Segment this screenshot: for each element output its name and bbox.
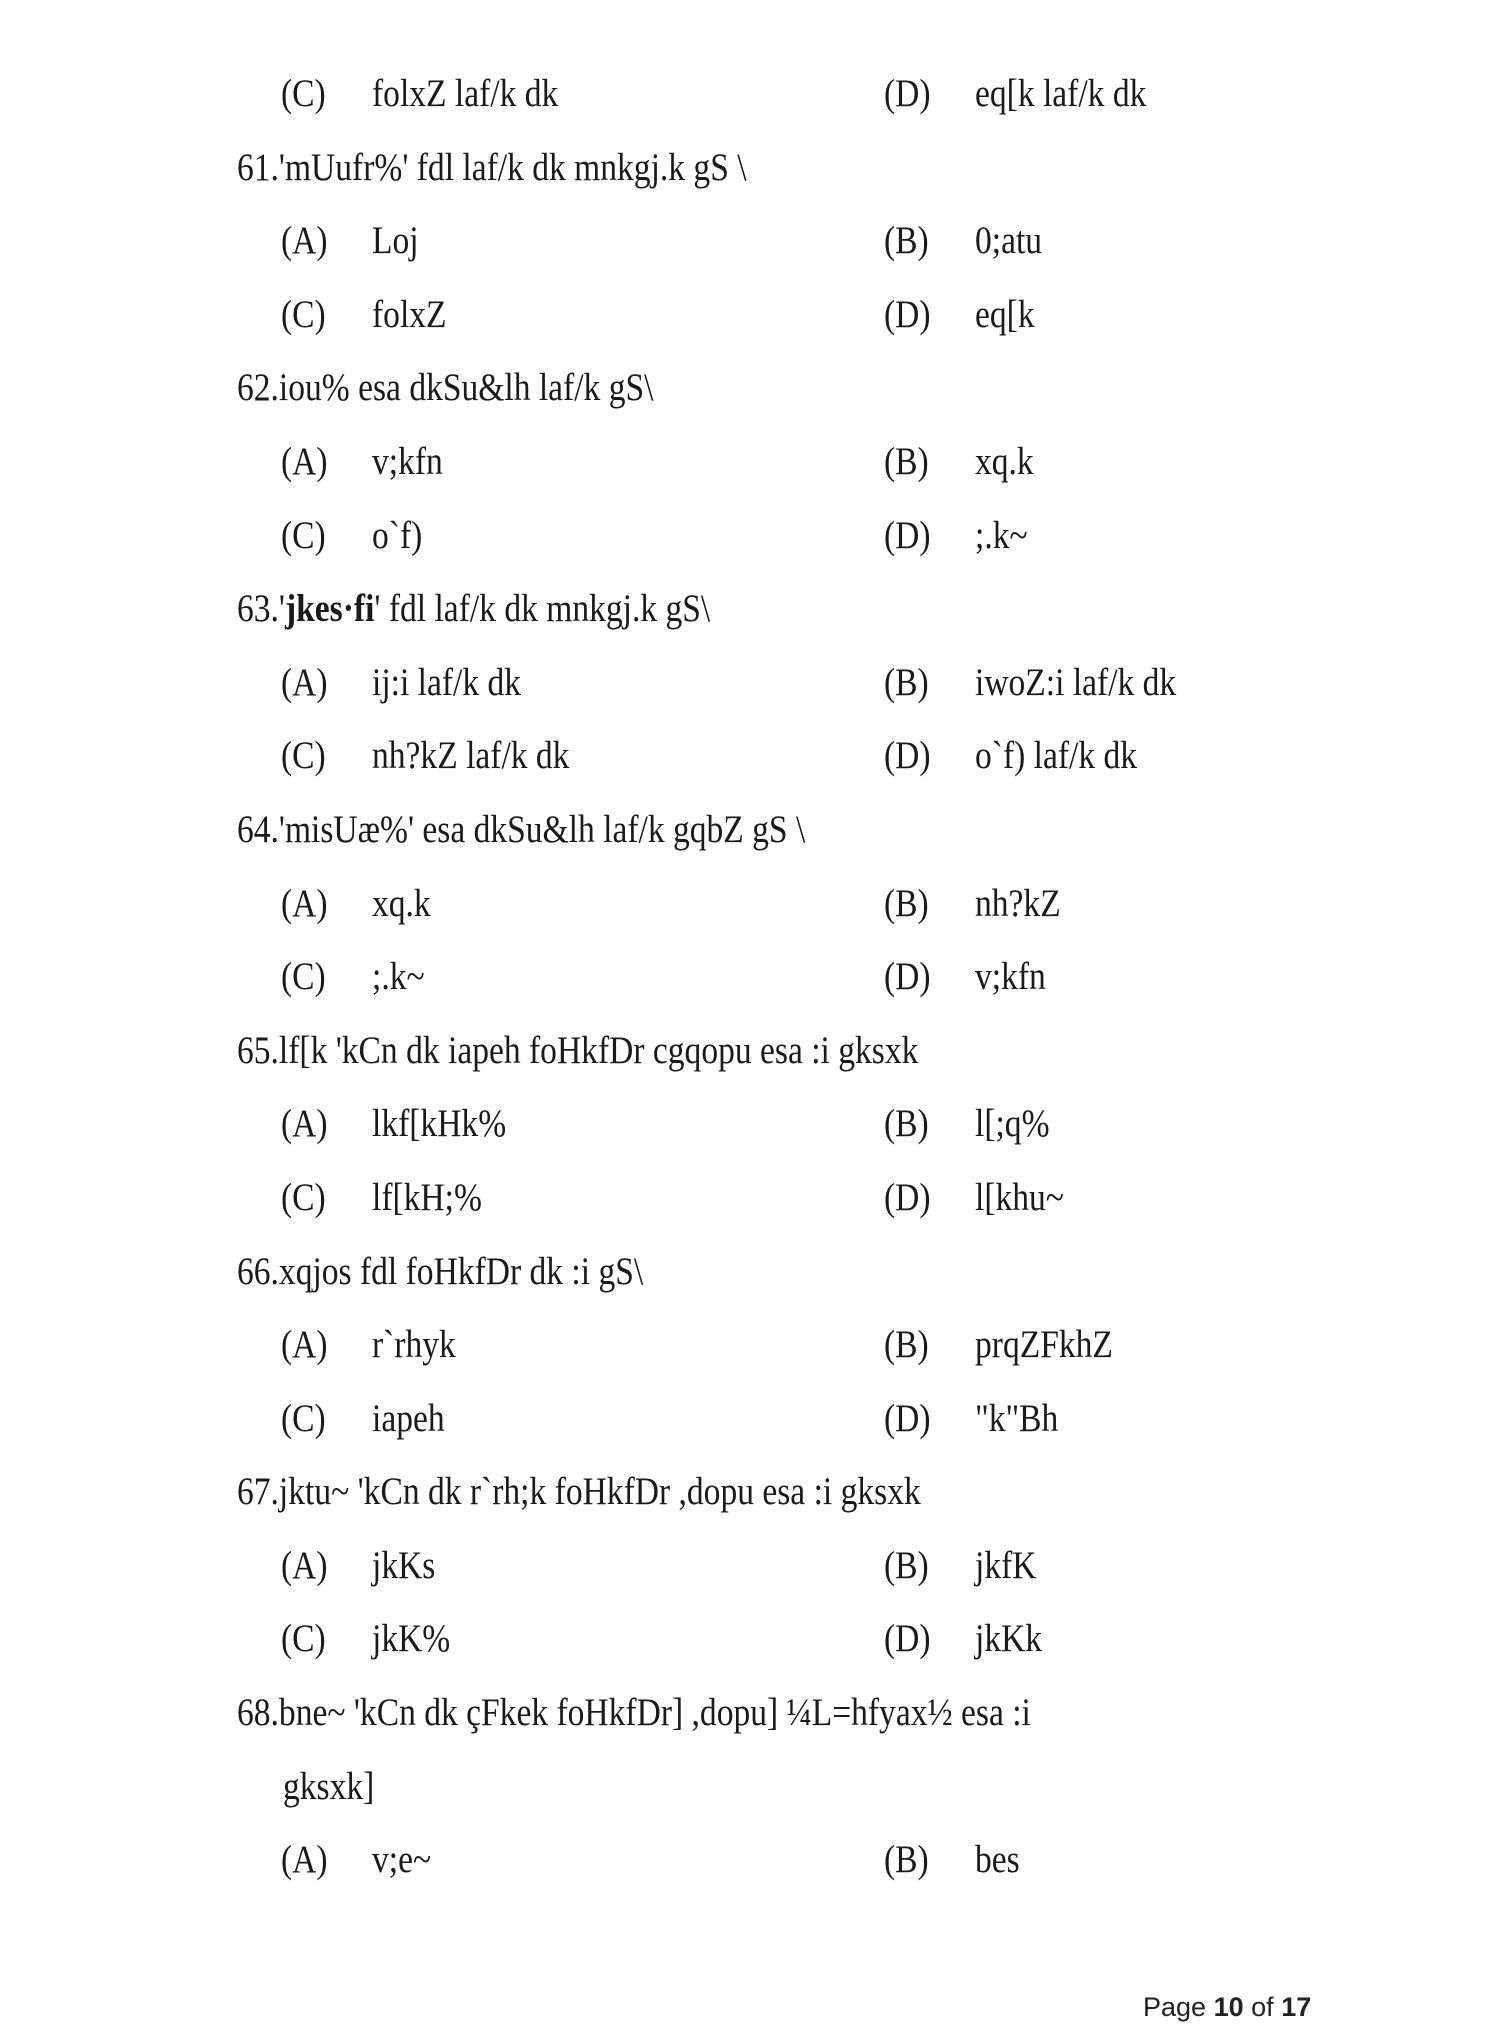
question-text: xqjos fdl foHkfDr dk :i gS\ <box>278 1249 644 1293</box>
question-number: 67. <box>237 1470 279 1514</box>
option-text: iapeh <box>372 1396 445 1440</box>
question-text-continued: gksxk] <box>283 1764 375 1808</box>
options-row-cd <box>0 1161 1505 1235</box>
option-text: bes <box>975 1838 1020 1882</box>
option-label: (D) <box>884 734 931 778</box>
options-row-cd <box>0 278 1505 352</box>
option-b <box>0 1087 1505 1161</box>
question-text: jktu~ 'kCn dk r`rh;k foHkfDr ,dopu esa :i gksxk <box>278 1470 921 1514</box>
option-text: xq.k <box>975 439 1034 483</box>
option-text: xq.k <box>372 881 431 925</box>
option-label: (A) <box>281 1838 328 1882</box>
question-stem <box>237 131 747 205</box>
question-66 <box>0 1235 1505 1309</box>
options-row-ab <box>0 1087 1505 1161</box>
option-text: l[;q% <box>975 1102 1050 1146</box>
page-total: 17 <box>1281 1992 1312 2022</box>
question-stem <box>237 1455 921 1529</box>
options-row-ab <box>0 867 1505 941</box>
option-label: (A) <box>281 660 328 704</box>
options-row-cd <box>0 499 1505 573</box>
options-row-cd <box>0 940 1505 1014</box>
option-label: (D) <box>884 1175 931 1219</box>
option-label: (B) <box>884 219 929 263</box>
question-68-continued <box>0 1750 1505 1824</box>
option-b <box>0 1308 1505 1382</box>
option-label: (A) <box>281 881 328 925</box>
question-number: 68. <box>237 1691 279 1735</box>
option-label: (A) <box>281 1102 328 1146</box>
option-label: (C) <box>281 292 326 336</box>
option-label: (B) <box>884 1543 929 1587</box>
option-label: (D) <box>884 513 931 557</box>
option-label: (B) <box>884 1838 929 1882</box>
page-of: of <box>1251 1992 1274 2022</box>
options-row-cd <box>0 719 1505 793</box>
option-text: 0;atu <box>975 219 1043 263</box>
option-text: ;.k~ <box>975 513 1028 557</box>
option-text: Loj <box>372 219 419 263</box>
option-text: jkfK <box>975 1543 1037 1587</box>
option-label: (D) <box>884 955 931 999</box>
options-row-cd-prev <box>0 57 1505 131</box>
option-label: (C) <box>281 72 326 115</box>
option-label: (B) <box>884 1102 929 1146</box>
option-d-prev <box>0 57 1505 131</box>
option-text: eq[k <box>975 292 1035 336</box>
question-number: 63. <box>237 587 279 631</box>
question-stem <box>237 351 653 425</box>
question-text: iou% esa dkSu&lh laf/k gS\ <box>278 366 654 410</box>
option-d <box>0 1382 1505 1456</box>
question-64 <box>0 793 1505 867</box>
option-text: nh?kZ laf/k dk <box>372 734 570 778</box>
question-text: lf[k 'kCn dk iapeh foHkfDr cgqopu esa :i gksxk <box>278 1028 919 1072</box>
question-68 <box>0 1676 1505 1750</box>
question-stem <box>237 793 805 867</box>
option-text: l[khu~ <box>975 1175 1064 1219</box>
option-text: jkKk <box>975 1617 1043 1661</box>
option-label: (C) <box>281 1175 326 1219</box>
option-text: folxZ <box>372 292 447 336</box>
question-62 <box>0 351 1505 425</box>
question-number: 66. <box>237 1249 279 1293</box>
question-text-prefix: ' <box>278 587 285 631</box>
question-number: 65. <box>237 1028 279 1072</box>
option-text: iwoZ:i laf/k dk <box>975 660 1177 704</box>
option-text: jkKs <box>372 1543 436 1587</box>
option-text: eq[k laf/k dk <box>975 72 1147 115</box>
option-label: (A) <box>281 1323 328 1367</box>
option-label: (B) <box>884 439 929 483</box>
question-stem <box>237 572 710 646</box>
options-row-cd <box>0 1382 1505 1456</box>
option-label: (B) <box>884 881 929 925</box>
options-row-ab <box>0 1529 1505 1603</box>
option-b <box>0 1823 1505 1897</box>
question-text: 'mUufr%' fdl laf/k dk mnkgj.k gS \ <box>278 145 747 189</box>
option-text: prqZFkhZ <box>975 1323 1113 1367</box>
option-text: lf[kH;% <box>372 1175 482 1219</box>
option-label: (B) <box>884 1323 929 1367</box>
option-text: folxZ laf/k dk <box>372 72 559 115</box>
option-d <box>0 940 1505 1014</box>
option-label: (D) <box>884 292 931 336</box>
option-label: (C) <box>281 1617 326 1661</box>
option-label: (C) <box>281 513 326 557</box>
option-label: (C) <box>281 1396 326 1440</box>
option-text: ij:i laf/k dk <box>372 660 522 704</box>
option-label: (A) <box>281 439 328 483</box>
option-text: nh?kZ <box>975 881 1061 925</box>
option-text: v;kfn <box>372 439 443 483</box>
page-number-footer <box>1143 1992 1311 2023</box>
option-text: lkf[kHk% <box>372 1102 507 1146</box>
options-row-ab <box>0 1823 1505 1897</box>
option-label: (A) <box>281 1543 328 1587</box>
option-d <box>0 719 1505 793</box>
option-d <box>0 1161 1505 1235</box>
option-b <box>0 204 1505 278</box>
options-row-ab <box>0 204 1505 278</box>
options-row-cd <box>0 1602 1505 1676</box>
option-text: ;.k~ <box>372 955 425 999</box>
option-text: o`f) laf/k dk <box>975 734 1138 778</box>
question-text: 'misUæ%' esa dkSu&lh laf/k gqbZ gS \ <box>278 807 806 851</box>
option-text: "k"Bh <box>975 1396 1059 1440</box>
question-text: ' fdl laf/k dk mnkgj.k gS\ <box>374 587 711 631</box>
question-63 <box>0 572 1505 646</box>
option-text: v;kfn <box>975 955 1046 999</box>
option-label: (B) <box>884 660 929 704</box>
option-text: jkK% <box>372 1617 451 1661</box>
question-number: 64. <box>237 807 279 851</box>
option-label: (C) <box>281 955 326 999</box>
options-row-ab <box>0 646 1505 720</box>
option-label: (C) <box>281 734 326 778</box>
option-label: (D) <box>884 1396 931 1440</box>
page-current: 10 <box>1213 1992 1244 2022</box>
option-label: (D) <box>884 72 931 115</box>
option-label: (D) <box>884 1617 931 1661</box>
question-number: 62. <box>237 366 279 410</box>
question-65 <box>0 1014 1505 1088</box>
page-prefix: Page <box>1143 1992 1207 2022</box>
question-text-bold: jkes·fi <box>284 587 375 631</box>
options-row-ab <box>0 1308 1505 1382</box>
question-stem <box>237 1014 918 1088</box>
question-text: bne~ 'kCn dk çFkek foHkfDr] ,dopu] ¼L=hfyax½ esa :i <box>278 1691 1031 1735</box>
options-row-ab <box>0 425 1505 499</box>
option-d <box>0 1602 1505 1676</box>
option-text: o`f) <box>372 513 423 557</box>
question-stem <box>237 1676 1031 1750</box>
exam-page <box>0 57 1505 1897</box>
question-stem <box>237 1235 643 1309</box>
option-label: (A) <box>281 219 328 263</box>
option-d <box>0 278 1505 352</box>
option-b <box>0 867 1505 941</box>
question-61 <box>0 131 1505 205</box>
question-number: 61. <box>237 145 279 189</box>
option-b <box>0 1529 1505 1603</box>
option-b <box>0 646 1505 720</box>
option-text: v;e~ <box>372 1838 432 1882</box>
option-d <box>0 499 1505 573</box>
question-67 <box>0 1455 1505 1529</box>
option-text: r`rhyk <box>372 1323 456 1367</box>
option-b <box>0 425 1505 499</box>
